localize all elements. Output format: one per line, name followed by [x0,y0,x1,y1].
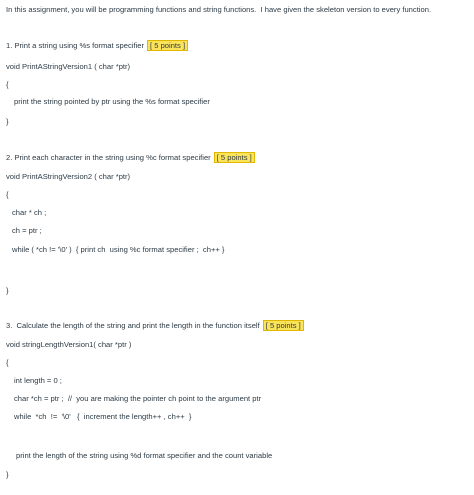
q2-open-brace: { [6,190,9,199]
q3-heading [6,321,304,331]
intro-text: In this assignment, you will be programming functions and string functions. I have given the skeleton version to every function. [6,5,432,14]
q2-signature: void PrintAStringVersion2 ( char *ptr) [6,172,131,181]
q2-points-badge: [ 5 points ] [214,152,255,163]
q2-body-line: char * ch ; [12,208,47,217]
q1-open-brace: { [6,80,9,89]
q3-signature: void stringLengthVersion1( char *ptr ) [6,340,132,349]
q3-title: 3. Calculate the length of the string and print the length in the function itself [6,321,260,330]
q2-body-line: while ( *ch != '\0' ) { print ch using %c format specifier ; ch++ } [12,245,225,254]
q2-heading [6,153,255,163]
q2-title: 2. Print each character in the string using %c format specifier [6,153,211,162]
q3-body-line: char *ch = ptr ; // you are making the pointer ch point to the argument ptr [14,394,262,403]
q1-signature: void PrintAStringVersion1 ( char *ptr) [6,62,131,71]
q3-points-badge: [ 5 points ] [263,320,304,331]
q3-body-line: while *ch != '\0' { increment the length++ , ch++ } [14,412,192,421]
q1-close-brace: } [6,117,9,126]
q3-body-line: int length = 0 ; [14,376,62,385]
q1-points-badge: [ 5 points ] [147,40,188,51]
q2-body-line: ch = ptr ; [12,226,42,235]
q3-body-line: print the length of the string using %d format specifier and the count variable [16,451,273,460]
q3-close-brace: } [6,470,9,479]
q1-heading [6,41,188,51]
q2-close-brace: } [6,286,9,295]
q3-open-brace: { [6,358,9,367]
q1-title: 1. Print a string using %s format specifier [6,41,145,50]
q1-body-line: print the string pointed by ptr using the %s format specifier [14,97,210,106]
